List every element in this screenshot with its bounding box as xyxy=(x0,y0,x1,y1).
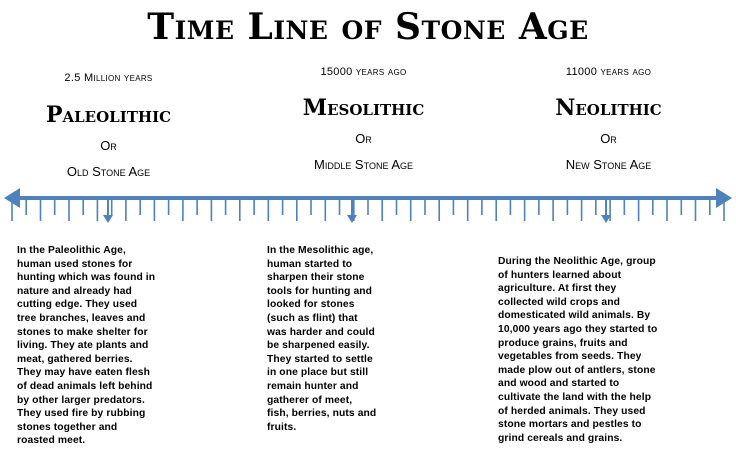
page-title: Time Line of Stone Age xyxy=(147,6,589,48)
period-description-neolithic: During the Neolithic Age, group of hunters learned about agriculture. At first they collected wild crops and domesticated wild animals. By 10,000 years ago they started to produce grains, fruits and vegetables from seeds. They made plow out of antlers, stone and wood and started to cultivate the land with the help of herded animals. They used stone mortars and pestles to grind cereals and grains. xyxy=(498,256,658,444)
period-alt-name: New Stone Age xyxy=(565,157,652,172)
period-alt-name: Middle Stone Age xyxy=(313,157,414,172)
period-description-mesolithic: In the Mesolithic age, human started to sharpen their stone tools for hunting and looked for stones (such as flint) that was harder and could be sharpened easily. They started to settle in one place but still remain hunter and gatherer of meet, fish, berries, nuts and fruits. xyxy=(267,245,377,433)
period-date: 15000 years ago xyxy=(320,66,407,78)
period-or: Or xyxy=(355,131,372,146)
period-or: Or xyxy=(600,131,617,146)
period-name: Neolithic xyxy=(555,95,662,121)
timeline-axis xyxy=(0,185,736,235)
period-date: 2.5 Million years xyxy=(64,72,153,84)
timeline-ticks xyxy=(12,198,724,221)
period-name: Mesolithic xyxy=(302,95,425,121)
period-mesolithic xyxy=(241,66,486,172)
period-or: Or xyxy=(100,138,117,153)
period-paleolithic xyxy=(0,72,231,179)
period-name: Paleolithic xyxy=(45,102,172,128)
period-alt-name: Old Stone Age xyxy=(66,164,151,179)
period-marker-mesolithic xyxy=(347,198,357,223)
period-neolithic xyxy=(486,66,731,172)
period-date: 11000 years ago xyxy=(565,66,652,78)
period-description-paleolithic: In the Paleolithic Age, human used stones for hunting which was found in nature and already had cutting edge. They used tree branches, leaves and stones to make shelter for living. They ate plants and meat, gathered berries. They may have eaten flesh of dead animals left behind by other larger predators. They used fire by rubbing stones together and roasted meet. xyxy=(17,245,156,447)
